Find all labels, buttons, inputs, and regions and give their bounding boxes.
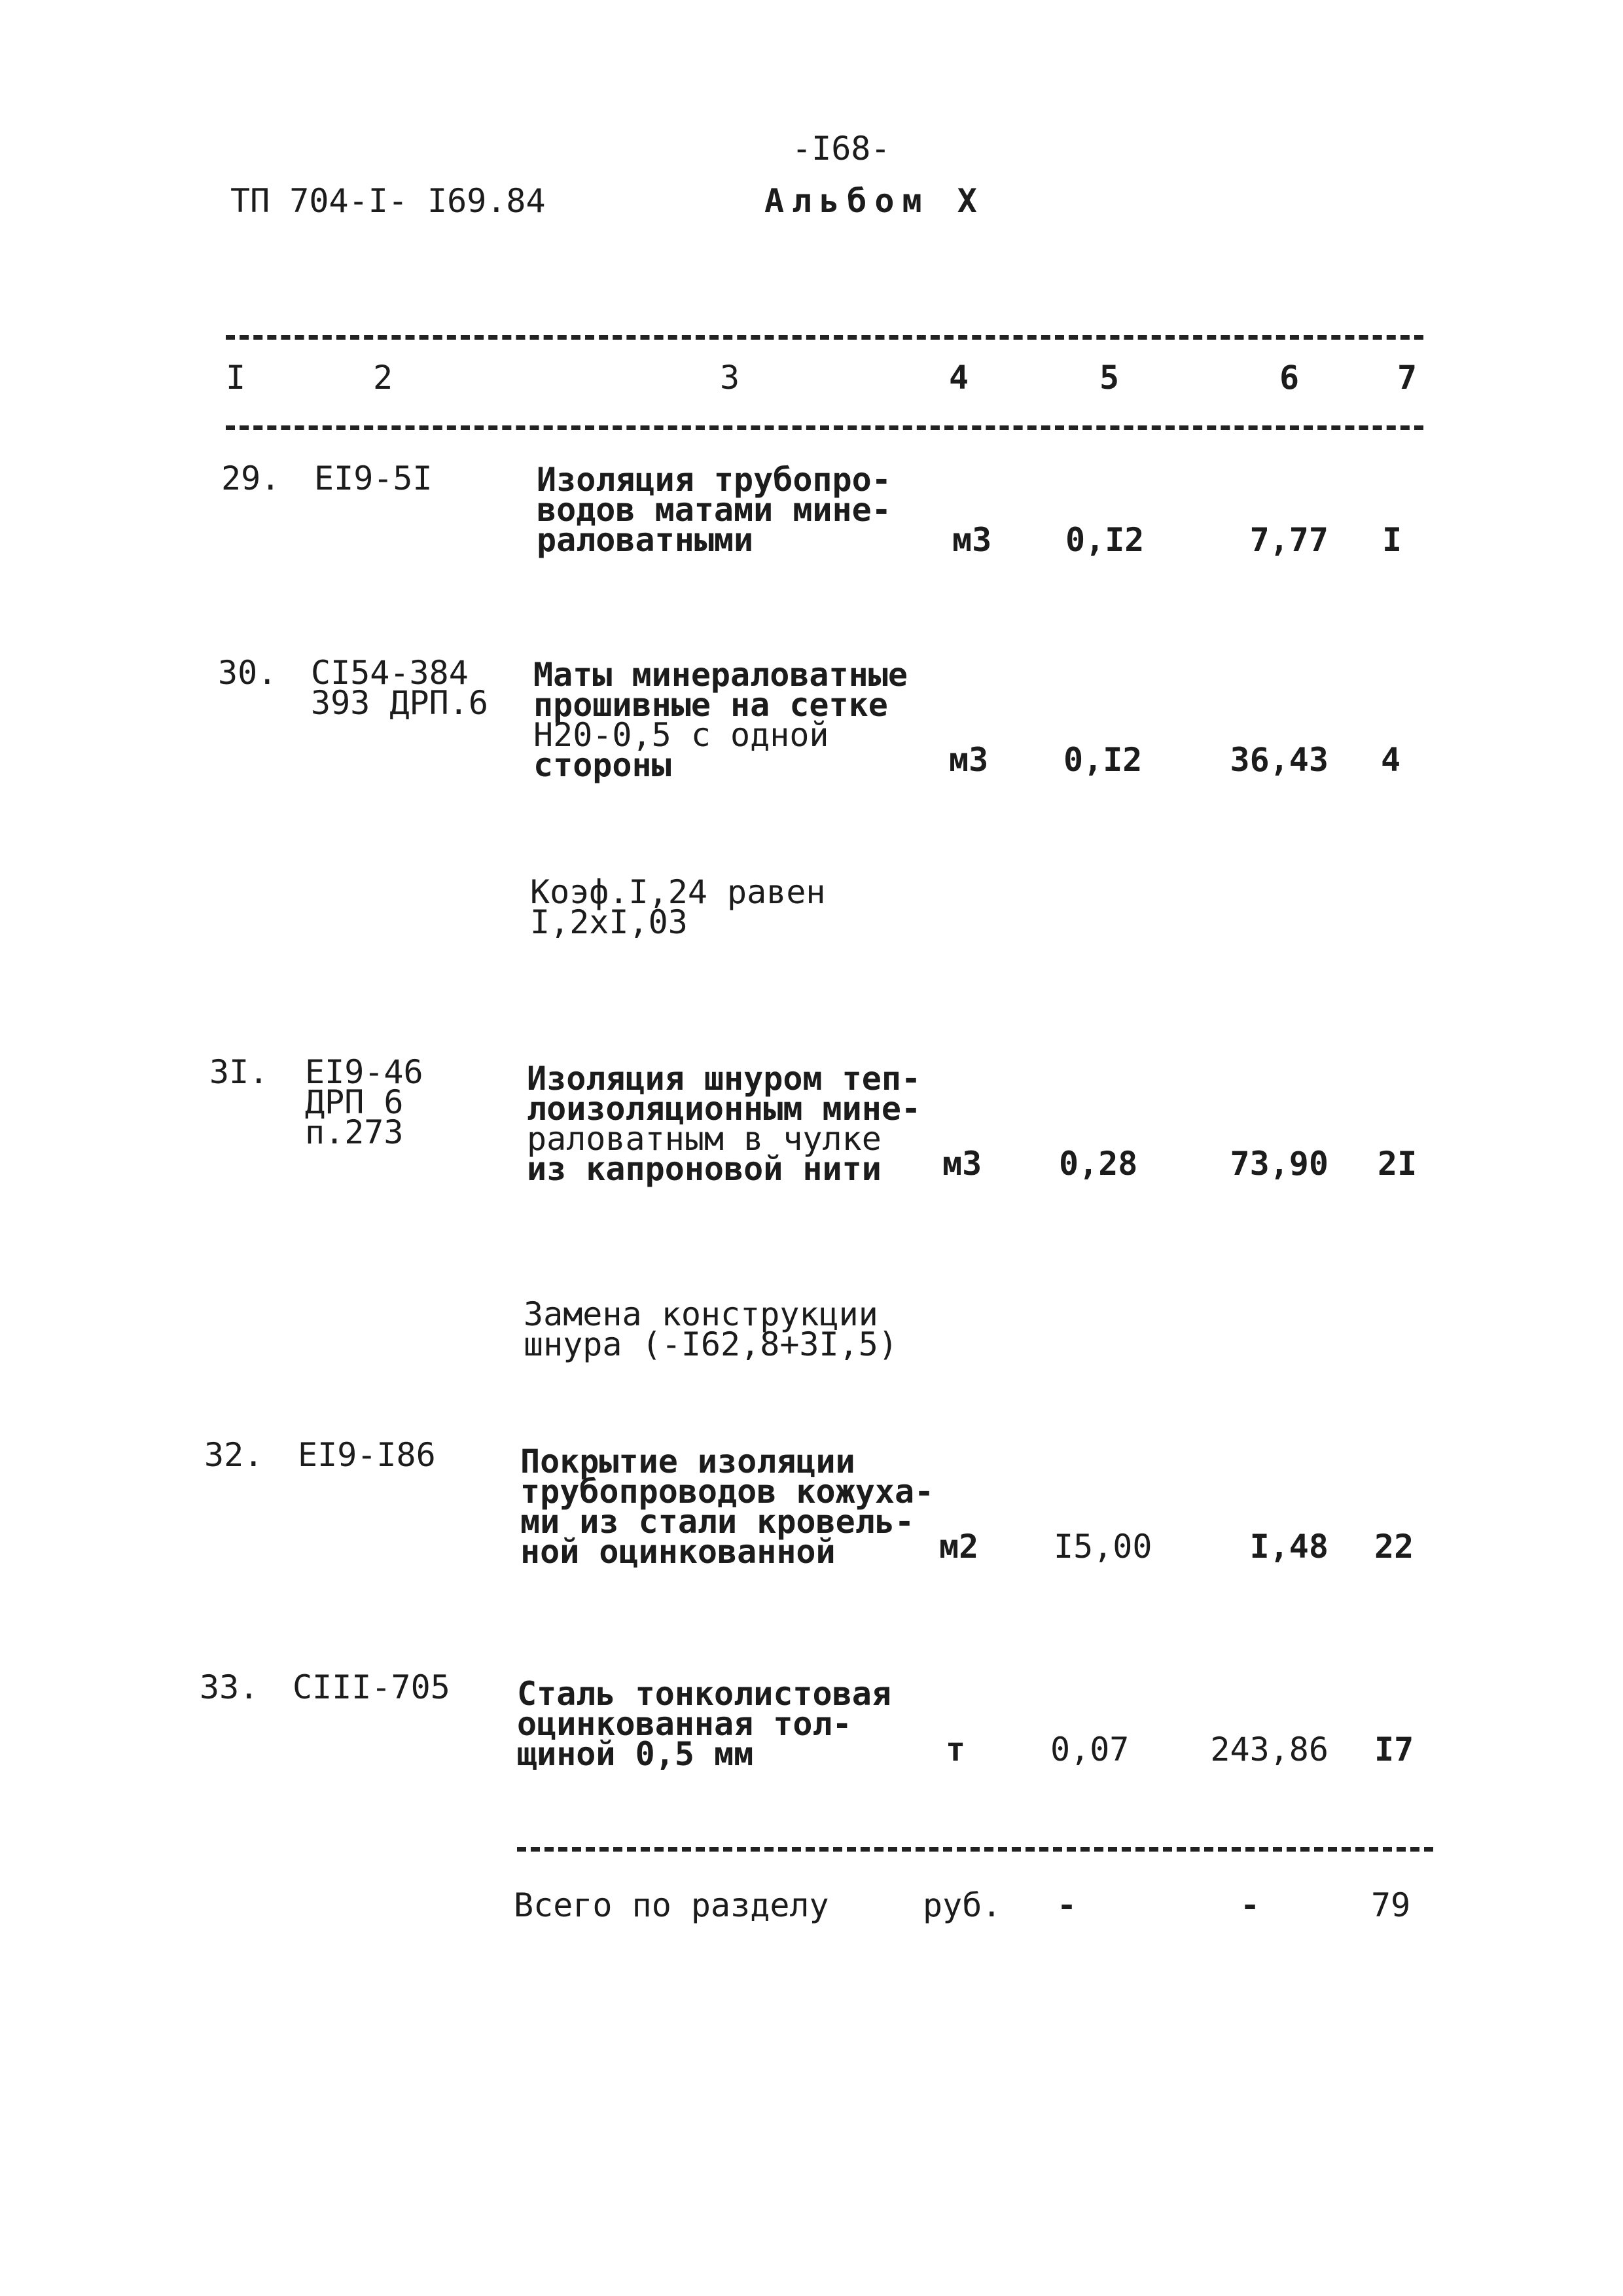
row-description-line: Маты минераловатные: [533, 656, 908, 694]
row-code: ДРП 6: [305, 1083, 404, 1121]
row-price: 73,90: [1230, 1145, 1329, 1183]
row-number: 30.: [218, 654, 277, 692]
summary-price: -: [1240, 1886, 1260, 1924]
summary-unit: руб.: [923, 1886, 1002, 1924]
column-header-7: 7: [1397, 359, 1418, 397]
row-quantity: 0,I2: [1065, 521, 1145, 559]
row-unit: м2: [939, 1528, 979, 1566]
row-price: 36,43: [1230, 741, 1329, 779]
note-line: шнура (-I62,8+3I,5): [524, 1325, 898, 1363]
row-description-line: из капроновой нити: [527, 1150, 882, 1188]
row-description-line: прошивные на сетке: [533, 686, 888, 724]
row-description-line: щиной 0,5 мм: [517, 1735, 754, 1773]
row-number: 33.: [200, 1668, 259, 1706]
row-code: EI9-5I: [314, 459, 433, 497]
row-number: 29.: [221, 459, 281, 497]
row-unit: м3: [942, 1145, 982, 1183]
row-price: 7,77: [1249, 521, 1329, 559]
row-description-line: раловатными: [537, 521, 754, 559]
page-number: -I68-: [792, 130, 891, 168]
row-number: 3I.: [209, 1053, 269, 1091]
row-description-line: ной оцинкованной: [520, 1533, 836, 1571]
column-header-3: 3: [720, 359, 740, 397]
header-top-rule: [226, 335, 1423, 340]
row-description-line: Сталь тонколистовая: [517, 1675, 891, 1713]
row-code: CI54-384: [311, 654, 469, 692]
summary-quantity: -: [1057, 1886, 1077, 1924]
row-description-line: водов матами мине-: [537, 491, 891, 529]
row-description-line: ми из стали кровель-: [520, 1503, 915, 1541]
summary-top-rule: [517, 1847, 1433, 1852]
row-quantity: 0,I2: [1063, 741, 1143, 779]
row-unit: м3: [952, 521, 992, 559]
row-description-line: Изоляция шнуром теп-: [527, 1060, 921, 1098]
column-header-2: 2: [373, 359, 393, 397]
row-total: 2I: [1378, 1145, 1418, 1183]
row-quantity: 0,28: [1059, 1145, 1138, 1183]
row-description-line: Н20-0,5 с одной: [533, 716, 829, 754]
summary-total: 79: [1371, 1886, 1411, 1924]
row-price: 243,86: [1210, 1731, 1329, 1768]
column-header-4: 4: [949, 359, 969, 397]
header-bottom-rule: [226, 425, 1423, 430]
note-line: I,2xI,03: [530, 903, 688, 941]
row-total: I7: [1374, 1731, 1414, 1768]
row-price: I,48: [1249, 1528, 1329, 1566]
album-title: Альбом X: [764, 182, 985, 220]
row-description-line: Покрытие изоляции: [520, 1443, 855, 1480]
row-unit: м3: [949, 741, 989, 779]
row-description-line: трубопроводов кожуха-: [520, 1473, 935, 1511]
row-description-line: стороны: [533, 746, 671, 784]
row-description-line: раловатным в чулке: [527, 1120, 882, 1158]
summary-label: Всего по разделу: [514, 1886, 829, 1924]
row-total: 4: [1381, 741, 1401, 779]
column-header-5: 5: [1099, 359, 1120, 397]
row-description-line: оцинкованная тол-: [517, 1705, 852, 1743]
row-total: 22: [1374, 1528, 1414, 1566]
row-quantity: I5,00: [1054, 1528, 1152, 1566]
row-code: 393 ДРП.6: [311, 684, 488, 722]
row-code: EI9-46: [305, 1053, 423, 1091]
row-description-line: Изоляция трубопро-: [537, 461, 891, 499]
row-quantity: 0,07: [1050, 1731, 1130, 1768]
document-code: ТП 704-I- I69.84: [230, 182, 546, 220]
row-code: EI9-I86: [298, 1436, 436, 1474]
row-unit: т: [946, 1731, 966, 1768]
row-code: CIII-705: [293, 1668, 450, 1706]
row-code: п.273: [305, 1113, 404, 1151]
row-description-line: лоизоляционным мине-: [527, 1090, 921, 1128]
row-number: 32.: [204, 1436, 264, 1474]
column-header-1: I: [226, 359, 246, 397]
column-header-6: 6: [1279, 359, 1300, 397]
note-line: Замена конструкции: [524, 1295, 878, 1333]
note-line: Коэф.I,24 равен: [530, 873, 826, 911]
row-total: I: [1382, 521, 1402, 559]
